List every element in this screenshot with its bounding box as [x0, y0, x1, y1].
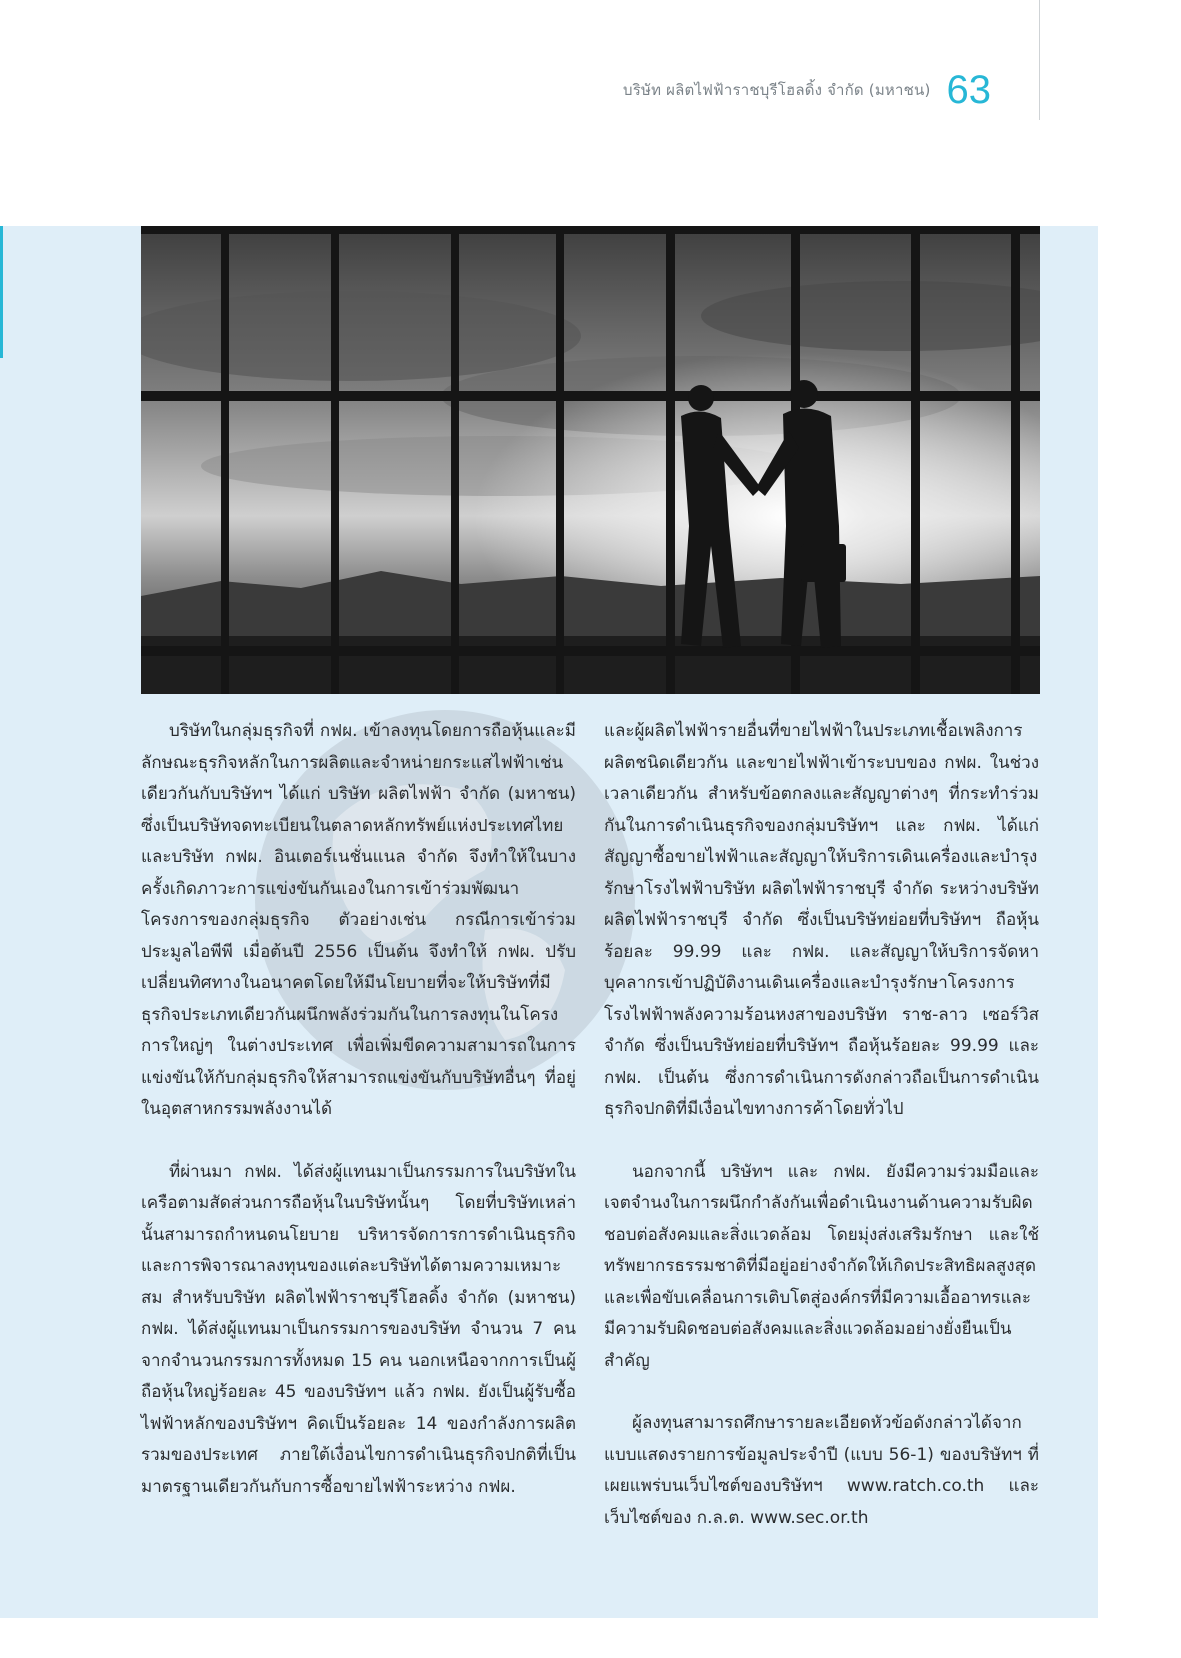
header-divider	[1039, 0, 1040, 120]
header-company-name: บริษัท ผลิตไฟฟ้าราชบุรีโฮลดิ้ง จำกัด (มหาชน)	[623, 81, 931, 99]
accent-bar	[0, 226, 3, 358]
handshake-photo	[141, 226, 1040, 694]
left-text-column	[141, 716, 576, 1503]
paragraph: บริษัทในกลุ่มธุรกิจที่ กฟผ. เข้าลงทุนโดยการถือหุ้นและมีลักษณะธุรกิจหลักในการผลิตและจำหน่ายกระแสไฟฟ้าเช่นเดียวกันกับบริษัทฯ ได้แก่ บริษัท ผลิตไฟฟ้า จำกัด (มหาชน) ซึ่งเป็นบริษัทจดทะเบียนในตลาดหลักทรัพย์แห่งประเทศไทย และบริษัท กฟผ. อินเตอร์เนชั่นแนล จำกัด จึงทำให้ในบางครั้งเกิดภาวะการแข่งขันกันเองในการเข้าร่วมพัฒนาโครงการของกลุ่มธุรกิจ ตัวอย่างเช่น กรณีการเข้าร่วมประมูลไอพีพี เมื่อต้นปี 2556 เป็นต้น จึงทำให้ กฟผ. ปรับเปลี่ยนทิศทางในอนาคตโดยให้มีนโยบายที่จะให้บริษัทที่มีธุรกิจประเภทเดียวกันผนึกพลังร่วมกันในการลงทุนในโครงการใหญ่ๆ ในต่างประเทศ เพื่อเพิ่มขีดความสามารถในการแข่งขันให้กับกลุ่มธุรกิจให้สามารถแข่งขันกับบริษัทอื่นๆ ที่อยู่ในอุตสาหกรรมพลังงานได้	[141, 721, 576, 1119]
paragraph: และผู้ผลิตไฟฟ้ารายอื่นที่ขายไฟฟ้าในประเภทเชื้อเพลิงการผลิตชนิดเดียวกัน และขายไฟฟ้าเข้าระบบของ กฟผ. ในช่วงเวลาเดียวกัน สำหรับข้อตกลงและสัญญาต่างๆ ที่กระทำร่วมกันในการดำเนินธุรกิจของกลุ่มบริษัทฯ และ กฟผ. ได้แก่ สัญญาซื้อขายไฟฟ้าและสัญญาให้บริการเดินเครื่องและบำรุงรักษาโรงไฟฟ้าบริษัท ผลิตไฟฟ้าราชบุรี จำกัด ระหว่างบริษัท ผลิตไฟฟ้าราชบุรี จำกัด ซึ่งเป็นบริษัทย่อยที่บริษัทฯ ถือหุ้นร้อยละ 99.99 และ กฟผ. และสัญญาให้บริการจัดหาบุคลากรเข้าปฏิบัติงานเดินเครื่องและบำรุงรักษาโครงการโรงไฟฟ้าพลังความร้อนหงสาของบริษัท ราช-ลาว เซอร์วิส จำกัด ซึ่งเป็นบริษัทย่อยที่บริษัทฯ ถือหุ้นร้อยละ 99.99 และ กฟผ. เป็นต้น ซึ่งการดำเนินการดังกล่าวถือเป็นการดำเนินธุรกิจปกติที่มีเงื่อนไขทางการค้าโดยทั่วไป	[604, 721, 1039, 1119]
paragraph: ที่ผ่านมา กฟผ. ได้ส่งผู้แทนมาเป็นกรรมการในบริษัทในเครือตามสัดส่วนการถือหุ้นในบริษัทนั้นๆ โดยที่บริษัทเหล่านั้นสามารถกำหนดนโยบาย บริหารจัดการการดำเนินธุรกิจและการพิจารณาลงทุนของแต่ละบริษัทได้ตามความเหมาะสม สำหรับบริษัท ผลิตไฟฟ้าราชบุรีโฮลดิ้ง จำกัด (มหาชน) กฟผ. ได้ส่งผู้แทนมาเป็นกรรมการของบริษัท จำนวน 7 คน จากจำนวนกรรมการทั้งหมด 15 คน นอกเหนือจากการเป็นผู้ถือหุ้นใหญ่ร้อยละ 45 ของบริษัทฯ แล้ว กฟผ. ยังเป็นผู้รับซื้อไฟฟ้าหลักของบริษัทฯ คิดเป็นร้อยละ 14 ของกำลังการผลิตรวมของประเทศ ภายใต้เงื่อนไขการดำเนินธุรกิจปกติที่เป็นมาตรฐานเดียวกันกับการซื้อขายไฟฟ้าระหว่าง กฟผ.	[141, 1161, 576, 1497]
paragraph: ผู้ลงทุนสามารถศึกษารายละเอียดหัวข้อดังกล่าวได้จากแบบแสดงรายการข้อมูลประจำปี (แบบ 56-1) ของบริษัทฯ ที่เผยแพร่บนเว็บไซต์ของบริษัทฯ www.ratch.co.th และเว็บไซต์ของ ก.ล.ต. www.sec.or.th	[604, 1413, 1039, 1528]
page-number: 63	[946, 67, 991, 112]
page-header	[623, 60, 991, 120]
right-text-column	[604, 716, 1039, 1534]
paragraph: นอกจากนี้ บริษัทฯ และ กฟผ. ยังมีความร่วมมือและเจตจำนงในการผนึกกำลังกันเพื่อดำเนินงานด้านความรับผิดชอบต่อสังคมและสิ่งแวดล้อม โดยมุ่งส่งเสริมรักษา และใช้ทรัพยากรธรรมชาติที่มีอยู่อย่างจำกัดให้เกิดประสิทธิผลสูงสุด และเพื่อขับเคลื่อนการเติบโตสู่องค์กรที่มีความเอื้ออาทรและมีความรับผิดชอบต่อสังคมและสิ่งแวดล้อมอย่างยั่งยืนเป็นสำคัญ	[604, 1161, 1039, 1371]
